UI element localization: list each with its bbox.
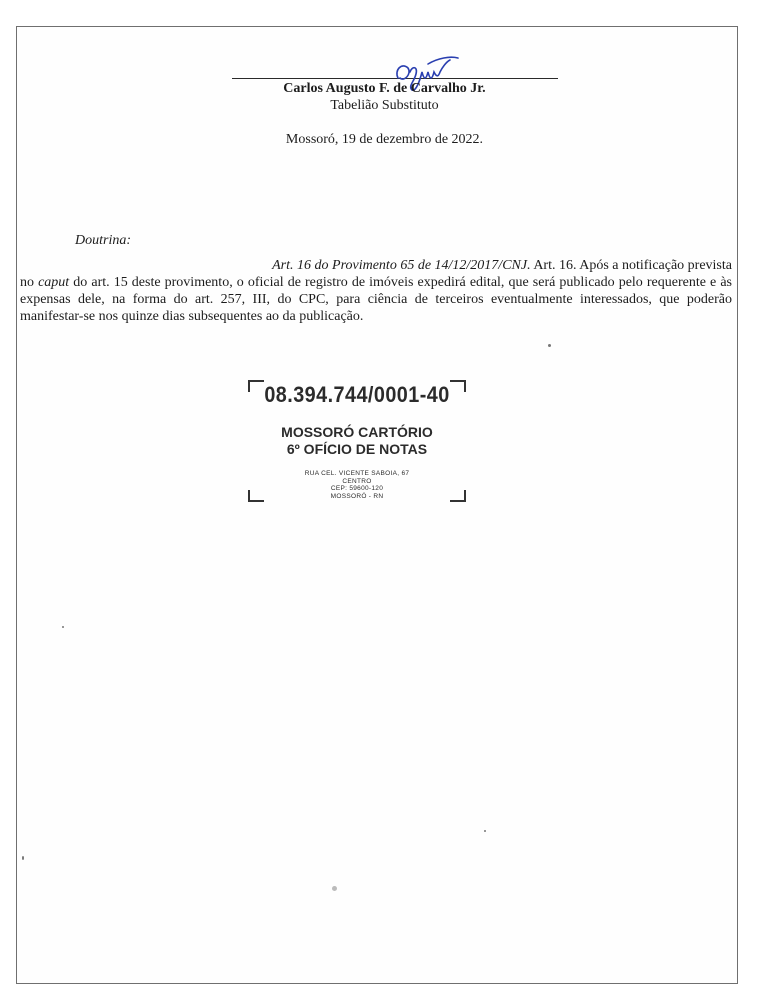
paragraph-text-start: Art. 16. Após a notificação prevista [530, 258, 732, 273]
notary-stamp [246, 374, 468, 506]
place-and-date: Mossoró, 19 de dezembro de 2022. [285, 132, 484, 147]
stamp-address [246, 470, 468, 500]
paragraph-first-line [20, 257, 732, 274]
stamp-address-line3: CEP: 59600-120 [330, 485, 384, 492]
scan-speck [484, 830, 486, 832]
caput-term: caput [38, 275, 70, 290]
stamp-address-line2: CENTRO [342, 477, 372, 485]
scan-speck [22, 856, 24, 860]
stamp-name-line2: 6º OFÍCIO DE NOTAS [286, 441, 428, 457]
scan-speck [548, 344, 551, 347]
provimento-citation: Art. 16 do Provimento 65 de 14/12/2017/CNJ. [272, 258, 531, 273]
stamp-address-line4: MOSSORÓ - RN [330, 492, 384, 500]
signer-role: Tabelião Substituto [330, 98, 439, 113]
paragraph-text-rest: do art. 15 deste provimento, o oficial de registro de imóveis expedirá edital, que será publicado pelo requerente e às expensas dele, na forma do art. 257, III, do CPC, para ciência de terceiros eventualmente interessados, que poderão manifestar-se nos quinze dias subsequentes ao da publicação. [20, 275, 732, 324]
stamp-cnpj: 08.394.744/0001-40 [264, 382, 450, 407]
signer-name: Carlos Augusto F. de Carvalho Jr. [283, 81, 486, 96]
stamp-address-line1: RUA CEL. VICENTE SABOIA, 67 [304, 470, 410, 477]
scan-speck [332, 886, 337, 891]
stamp-name-line1: MOSSORÓ CARTÓRIO [281, 424, 433, 440]
stamp-office-name [246, 424, 468, 458]
doutrina-paragraph [20, 257, 732, 325]
doutrina-label: Doutrina: [75, 233, 131, 248]
paragraph-text-no: no [20, 275, 39, 290]
scan-speck [62, 626, 64, 628]
